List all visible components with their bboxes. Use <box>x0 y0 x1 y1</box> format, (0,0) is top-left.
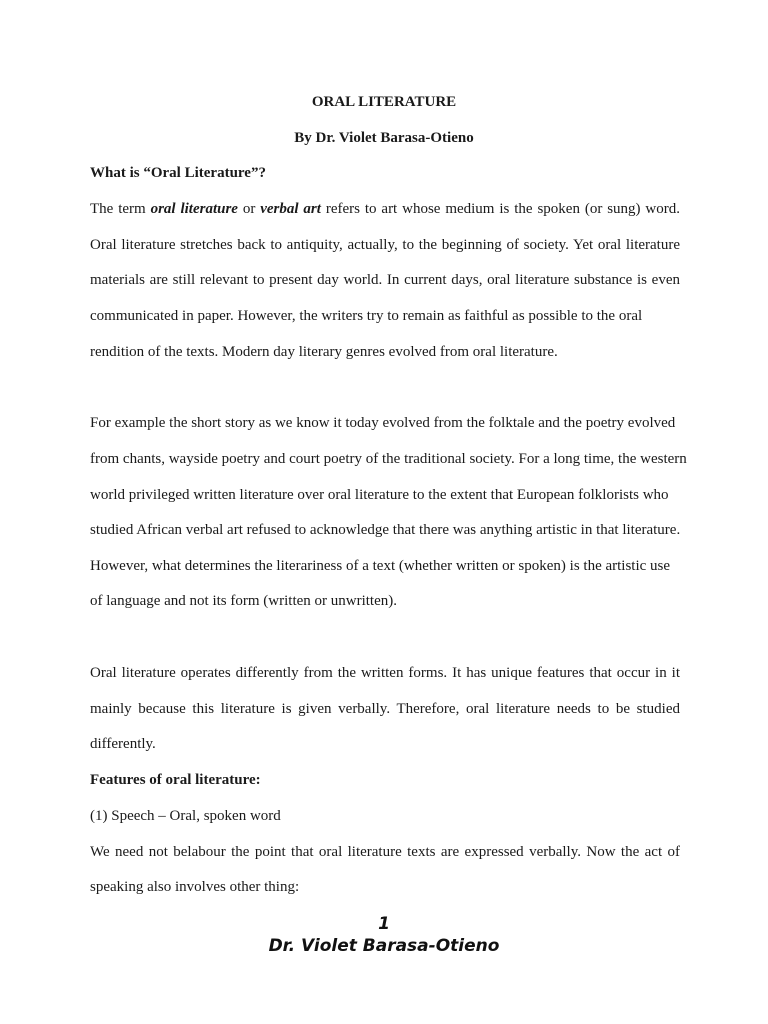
paragraph-line: mainly because this literature is given verbally. Therefore, oral literature needs to be studied <box>90 701 680 717</box>
footer-author: Dr. Violet Barasa-Otieno <box>268 936 500 956</box>
footer-page-number: 1 <box>378 914 390 934</box>
document-byline: By Dr. Violet Barasa-Otieno <box>294 130 474 146</box>
text-run: or <box>237 201 261 217</box>
text-run: refers to art whose medium is the spoken (or sung) word. <box>320 201 680 217</box>
paragraph-line: speaking also involves other thing: <box>90 879 300 895</box>
emphasis-term: verbal art <box>260 201 321 217</box>
paragraph-line: For example the short story as we know it today evolved from the folktale and the poetry evolved <box>90 415 676 431</box>
emphasis-term: oral literature <box>150 201 238 217</box>
document-title: ORAL LITERATURE <box>311 94 457 110</box>
paragraph-line: of language and not its form (written or unwritten). <box>90 593 398 609</box>
text-run: The term <box>90 201 151 217</box>
paragraph-line: studied African verbal art refused to acknowledge that there was anything artistic in that literature. <box>90 522 681 538</box>
paragraph-line: world privileged written literature over oral literature to the extent that European folklorists who <box>90 487 669 503</box>
section-heading-what: What is “Oral Literature”? <box>90 165 266 181</box>
paragraph-line: communicated in paper. However, the writers try to remain as faithful as possible to the oral <box>90 308 643 324</box>
paragraph-line: However, what determines the literariness of a text (whether written or spoken) is the artistic use <box>90 558 671 574</box>
section-heading-features: Features of oral literature: <box>90 772 261 788</box>
feature-item: (1) Speech – Oral, spoken word <box>90 808 281 824</box>
paragraph-line: differently. <box>90 736 156 752</box>
paragraph-line <box>90 199 680 219</box>
paragraph-line: from chants, wayside poetry and court poetry of the traditional society. For a long time, the western <box>90 451 687 467</box>
paragraph-line: Oral literature stretches back to antiquity, actually, to the beginning of society. Yet oral literature <box>90 237 680 253</box>
paragraph-line: rendition of the texts. Modern day literary genres evolved from oral literature. <box>90 344 558 360</box>
paragraph-line: We need not belabour the point that oral literature texts are expressed verbally. Now the act of <box>90 844 680 860</box>
paragraph-line: materials are still relevant to present day world. In current days, oral literature substance is even <box>90 272 680 288</box>
paragraph-line: Oral literature operates differently from the written forms. It has unique features that occur in it <box>90 665 680 681</box>
